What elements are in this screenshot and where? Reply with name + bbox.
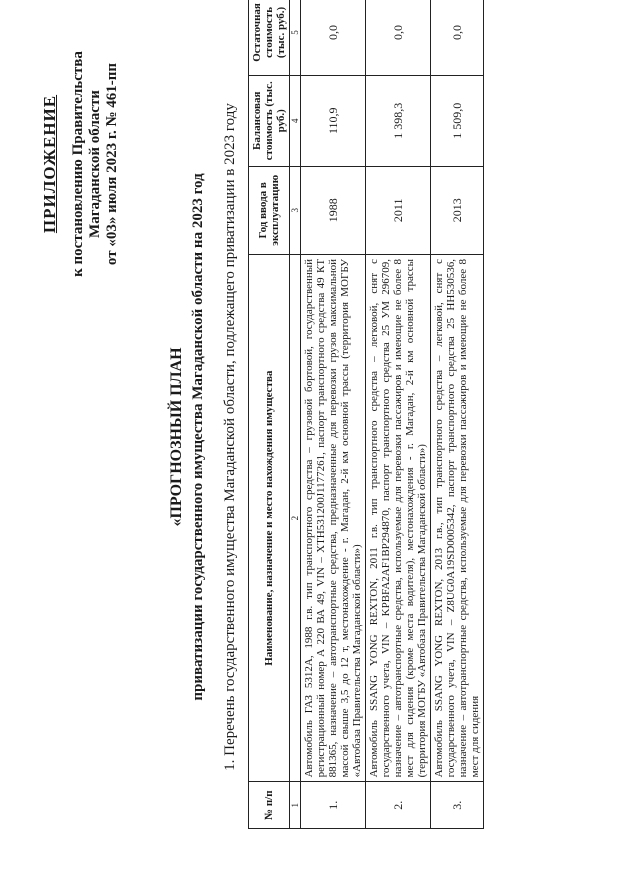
row-num: 2. (366, 782, 431, 829)
row-year: 1988 (301, 166, 366, 254)
header-balance: Балансовая стоимость (тыс. руб.) (249, 75, 290, 166)
appendix-header (40, 14, 121, 314)
plan-title: «ПРОГНОЗНЫЙ ПЛАН (168, 347, 185, 527)
header-year: Год ввода в эксплуатацию (249, 166, 290, 254)
plan-subtitle: приватизации государственного имущества Магаданской области на 2023 год (190, 173, 206, 701)
header-num: № п/п (249, 782, 290, 829)
table-row (301, 0, 366, 829)
row-residual: 0,0 (431, 0, 484, 75)
row-balance: 110,9 (301, 75, 366, 166)
appendix-line-1: к постановлению Правительства (70, 51, 86, 277)
header-name: Наименование, назначение и место нахождения имущества (249, 254, 290, 781)
row-name: Автомобиль SSANG YONG REXTON, 2011 г.в. тип транспортного средства – легковой, снят с государственного учета, VIN – KPBFA2AF1BP294870, паспорт транспортного средства 25 УМ 296709, назначение – автотранспортные средства, используемые для перевозки пассажиров и имеющие не более 8 мест для сидения (кроме места водителя), местонахождения - г. Магадан, 2-й км основной трассы (территория МОГБУ «Автобаза Правительства Магаданской области») (366, 254, 431, 781)
row-name: Автомобиль ГАЗ 5312А, 1988 г.в. тип транспортного средства – грузовой бортовой, государственный регистрационный номер А 220 ВА 49, VIN – XTH531200J1177261, паспорт транспортного средства 49 КТ 881365, назначение – автотранспортные средства, предназначенные для перевозки грузов максимальной массой свыше 3,5 до 12 т, местонахождение - г. Магадан, 2-й км основной трассы (территория МОГБУ «Автобаза Правительства Магаданской области») (301, 254, 366, 781)
col-number: 4 (290, 75, 301, 166)
row-residual: 0,0 (366, 0, 431, 75)
row-year: 2013 (431, 166, 484, 254)
section-title: 1. Перечень государственного имущества Магаданской области, подлежащего приватизации в 2023 году (222, 103, 238, 771)
appendix-line-2: Магаданской области (87, 90, 103, 238)
col-number: 3 (290, 166, 301, 254)
col-number: 1 (290, 782, 301, 829)
row-num: 3. (431, 782, 484, 829)
header-residual: Остаточная стоимость (тыс. руб.) (249, 0, 290, 75)
table-row (366, 0, 431, 829)
assets-table (248, 0, 484, 829)
row-num: 1. (301, 782, 366, 829)
col-number: 5 (290, 0, 301, 75)
column-number-row (290, 0, 301, 829)
appendix-line-3: от «03» июля 2023 г. № 461-пп (104, 62, 120, 266)
row-name: Автомобиль SSANG YONG REXTON, 2013 г.в., тип транспортного средства – легковой, снят с государственного учета, VIN – Z8UG0A19SD0005342, паспорт транспортного средства 25 НН530536, назначение – автотранспортные средства, используемые для перевозки пассажиров и имеющие не более 8 мест для сидения (431, 254, 484, 781)
table-row (431, 0, 484, 829)
appendix-title: ПРИЛОЖЕНИЕ (40, 94, 59, 234)
row-year: 2011 (366, 166, 431, 254)
table-header-row (249, 0, 290, 829)
row-balance: 1 398,3 (366, 75, 431, 166)
row-balance: 1 509,0 (431, 75, 484, 166)
col-number: 2 (290, 254, 301, 781)
row-residual: 0,0 (301, 0, 366, 75)
